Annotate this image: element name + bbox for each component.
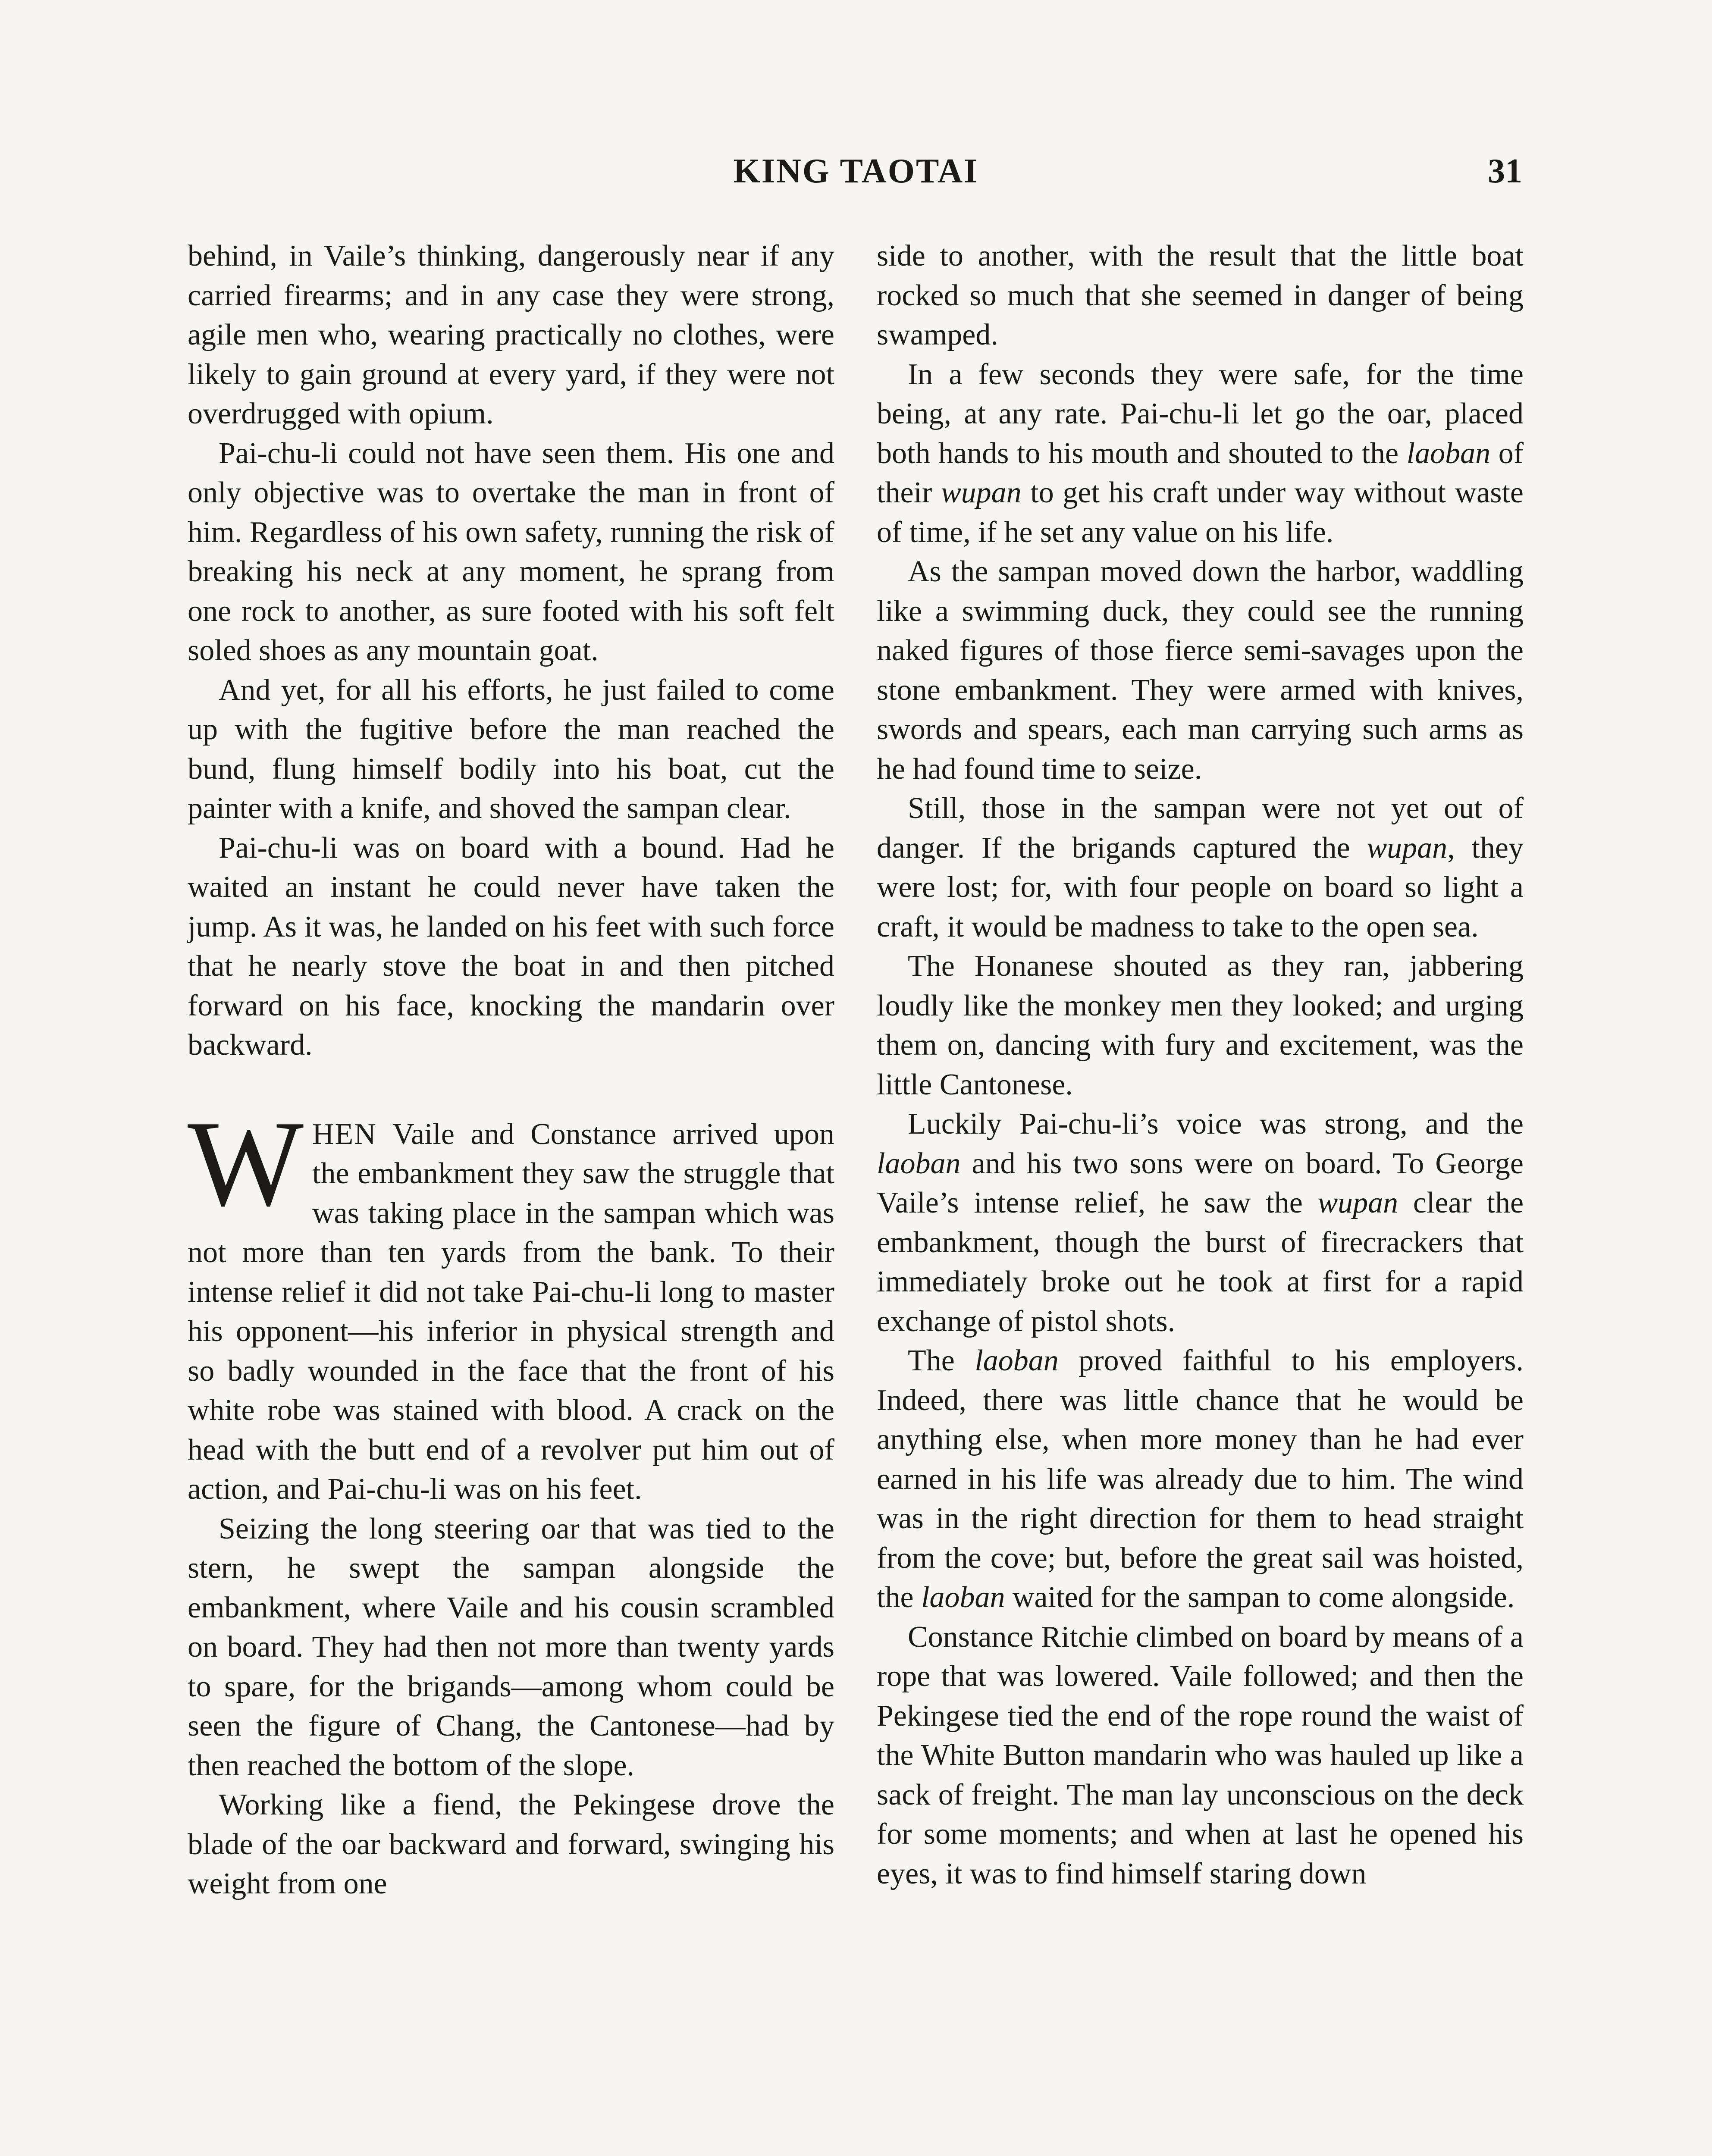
paragraph: Seizing the long steering oar that was tied to the stern, he swept the sampan alongside the embankment, where Vaile and his cousin scrambled on board. They had then not more than twenty yards to spare, for the brigands—among whom could be seen the figure of Chang, the Cantonese—had by then reached the bottom of the slope. — [188, 1512, 834, 1782]
paragraph: Working like a fiend, the Pekingese drove the blade of the oar backward and forward, swinging his weight from one — [188, 1788, 834, 1900]
paragraph: Pai-chu-li was on board with a bound. Had he waited an instant he could never have taken the jump. As it was, he landed on his feet with such force that he nearly stove the boat in and then pitched forward on his face, knocking the mandarin over backward. — [188, 831, 834, 1062]
text-run: to get his craft under way without waste of time, if he set any value on his life. — [877, 476, 1524, 549]
small-caps-lead: HEN — [312, 1117, 377, 1151]
italic-term: laoban — [921, 1581, 1005, 1614]
paragraph: And yet, for all his efforts, he just failed to come up with the fugitive before the man reached the bund, flung himself bodily into his boat, cut the painter with a knife, and shoved the sampan clear. — [188, 673, 834, 825]
drop-cap: W — [188, 1095, 304, 1232]
paragraph: Constance Ritchie climbed on board by means of a rope that was lowered. Vaile followed; and then the Pekingese tied the end of the rope round the waist of the White Button mandarin who was hauled up like a sack of freight. The man lay unconscious on the deck for some moments; and when at last he opened his eyes, it was to find himself staring down — [877, 1620, 1524, 1890]
left-column — [188, 236, 834, 1904]
section-opening-paragraph — [188, 1095, 834, 1509]
italic-term: laoban — [1406, 436, 1491, 470]
paragraph: side to another, with the result that the little boat rocked so much that she seemed in danger of being swamped. — [877, 239, 1524, 351]
paragraph: As the sampan moved down the harbor, waddling like a swimming duck, they could see the running naked figures of those fierce semi-savages upon the stone embankment. They were armed with knives, swords and spears, each man carrying such arms as he had found time to seize. — [877, 555, 1524, 786]
italic-term: wupan — [941, 476, 1022, 509]
right-column — [877, 236, 1524, 1893]
page-number: 31 — [1488, 152, 1522, 190]
text-run: clear the embankment, though the burst of firecrackers that immediately broke out he took at first for a rapid exchange of pistol shots. — [877, 1186, 1524, 1338]
text-run: , they were lost; for, with four people on board so light a craft, it would be madness to take to the open sea. — [877, 831, 1524, 943]
paragraph: behind, in Vaile’s thinking, dangerously near if any carried firearms; and in any case they were strong, agile men who, wearing practically no clothes, were likely to gain ground at every yard, if they were not overdrugged with opium. — [188, 239, 834, 430]
italic-term: laoban — [877, 1147, 961, 1180]
running-title: KING TAOTAI — [733, 152, 979, 190]
paragraph — [877, 355, 1524, 552]
text-run: waited for the sampan to come alongside. — [1005, 1581, 1515, 1614]
paragraph: Pai-chu-li could not have seen them. His one and only objective was to overtake the man in front of him. Regardless of his own safety, running the risk of breaking his neck at any moment, he sprang from one rock to another, as sure footed with his soft felt soled shoes as any mountain goat. — [188, 436, 834, 667]
paragraph — [877, 1104, 1524, 1341]
paragraph: The Honanese shouted as they ran, jabbering loudly like the monkey men they looked; and urging them on, dancing with fury and excitement, was the little Cantonese. — [877, 950, 1524, 1101]
paragraph — [877, 1341, 1524, 1617]
paragraph-text: Vaile and Constance arrived upon the embankment they saw the struggle that was taking place in the sampan which was not more than ten yards from the bank. To their intense relief it did not take Pai-chu-li long to master his opponent—his inferior in physical strength and so badly wounded in the face that the front of his white robe was stained with blood. A crack on the head with the butt end of a revolver put him out of action, and Pai-chu-li was on his feet. — [188, 1117, 834, 1506]
text-run: and his two sons were on board. To George Vaile’s intense relief, he saw the — [877, 1147, 1524, 1219]
paragraph — [877, 789, 1524, 946]
italic-term: wupan — [1367, 831, 1448, 865]
italic-term: wupan — [1317, 1186, 1398, 1219]
italic-term: laoban — [975, 1344, 1059, 1377]
text-run: Still, those in the sampan were not yet out of danger. If the brigands captured the — [877, 792, 1524, 865]
text-run: of their — [877, 436, 1524, 509]
text-run: In a few seconds they were safe, for the time being, at any rate. Pai-chu-li let go the oar, placed both hands to his mouth and shouted to the — [877, 357, 1524, 470]
page-header — [0, 152, 1712, 199]
text-run: Luckily Pai-chu-li’s voice was strong, and the — [908, 1107, 1524, 1141]
text-run: The — [908, 1344, 975, 1377]
text-run: proved faithful to his employers. Indeed, there was little chance that he would be anything else, when more money than he had ever earned in his life was already due to him. The wind was in the right direction for them to head straight from the cove; but, before the great sail was hoisted, the — [877, 1344, 1524, 1614]
